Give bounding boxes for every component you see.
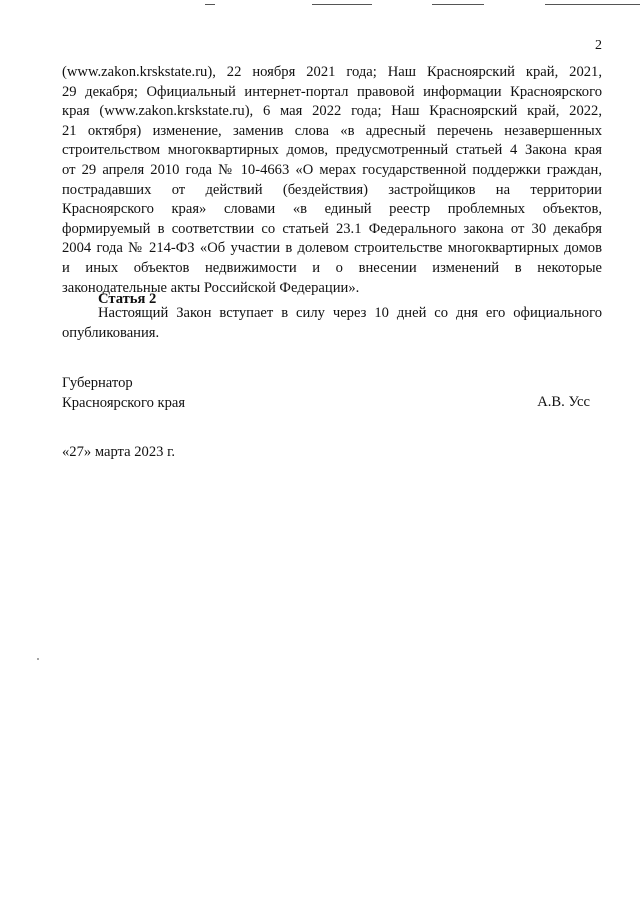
body-line: законодательные акты Российской Федерации». <box>62 279 360 296</box>
body-line: от 29 апреля 2010 года № 10-4663 «О мерах государственной поддержки граждан, <box>62 161 602 178</box>
scan-artifact-line <box>312 4 372 5</box>
document-date: «27» марта 2023 г. <box>62 444 176 460</box>
scan-artifact-line <box>432 4 484 5</box>
body-line: (www.zakon.krskstate.ru), 22 ноября 2021 года; Наш Красноярский край, 2021, <box>62 64 602 80</box>
signatory-name: А.В. Усс <box>537 394 590 410</box>
scan-artifact-line <box>545 4 640 5</box>
body-line: формируемый в соответствии со статьей 23.1 Федерального закона от 30 декабря <box>62 220 602 237</box>
article-title: Статья 2 <box>98 291 157 307</box>
law-body-paragraph <box>62 63 602 298</box>
body-line: пострадавших от действий (бездействия) застройщиков на территории <box>62 181 602 198</box>
body-line: Красноярского края» словами «в единый реестр проблемных объектов, <box>62 201 602 218</box>
position-region: Красноярского края <box>62 394 186 411</box>
body-line: строительством многоквартирных домов, предусмотренный статьей 4 Закона края <box>62 142 602 159</box>
body-line: 2004 года № 214-ФЗ «Об участии в долевом строительстве многоквартирных домов <box>62 240 602 257</box>
body-line: 29 декабря; Официальный интернет-портал правовой информации Красноярского <box>62 83 602 100</box>
body-line: края (www.zakon.krskstate.ru), 6 мая 2022 года; Наш Красноярский край, 2022, <box>62 103 602 120</box>
page-number: 2 <box>595 38 602 53</box>
position-title: Губернатор <box>62 375 133 391</box>
scan-artifact-line <box>205 4 215 5</box>
signatory-position <box>62 374 185 413</box>
body-line: и иных объектов недвижимости и о внесении изменений в некоторые <box>62 259 602 276</box>
article-line: Настоящий Закон вступает в силу через 10 дней со дня его официального <box>98 305 602 321</box>
body-line: 21 октября) изменение, заменив слова «в адресный перечень незавершенных <box>62 122 602 139</box>
scan-speck <box>37 658 39 660</box>
article-body <box>62 304 602 343</box>
article-line: опубликования. <box>62 324 160 341</box>
